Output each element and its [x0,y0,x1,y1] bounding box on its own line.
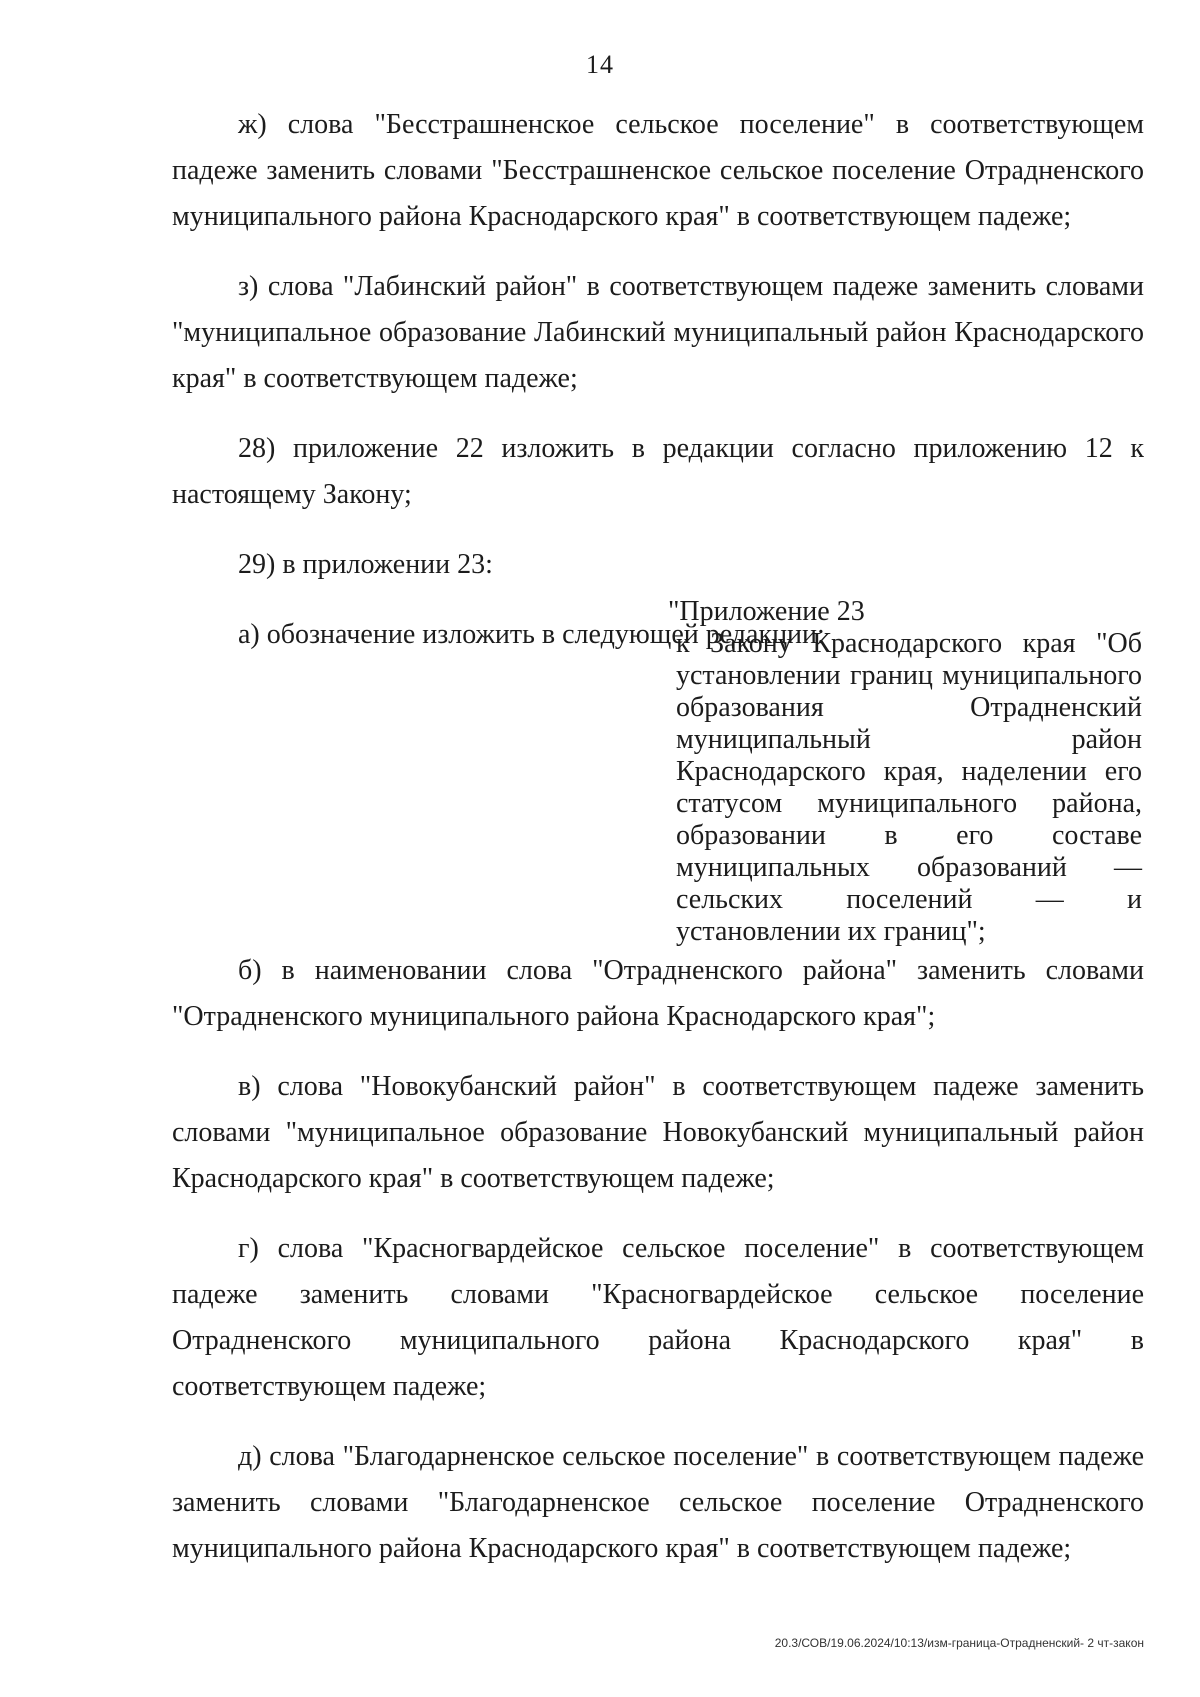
page-number: 14 [586,50,614,79]
appendix-body: к Закону Краснодарского края "Об установлении границ муниципального образования Отрадненский муниципальный район Краснодарского края, наделении его статусом муниципального района, образовании в его составе муниципальных образований — сельских поселений — и установлении их границ"; [676,628,1142,947]
footer-document-code: 20.3/СОВ/19.06.2024/10:13/изм-граница-Отрадненский- 2 чт-закон [774,1636,1144,1650]
paragraph-zh: ж) слова "Бесстрашненское сельское поселение" в соответствующем падеже заменить словами "Бесстрашненское сельское поселение Отрадненского муниципального района Краснодарского края" в соответствующем падеже; [172,109,1144,232]
paragraph-z: з) слова "Лабинский район" в соответствующем падеже заменить словами "муниципальное образование Лабинский муниципальный район Краснодарского края" в соответствующем падеже; [172,271,1144,394]
document-text-bottom [172,948,1144,1572]
paragraph-29: 29) в приложении 23: [238,549,493,580]
paragraph-b: б) в наименовании слова "Отрадненского района" заменить словами "Отрадненского муниципального района Краснодарского края"; [172,955,1144,1032]
paragraph-v: в) слова "Новокубанский район" в соответствующем падеже заменить словами "муниципальное образование Новокубанский муниципальный район Краснодарского края" в соответствующем падеже; [172,1071,1144,1194]
paragraph-a: а) обозначение изложить в следующей редакции: [238,619,825,650]
appendix-designation [668,596,1142,948]
paragraph-d: д) слова "Благодарненское сельское поселение" в соответствующем падеже заменить словами "Благодарненское сельское поселение Отрадненского муниципального района Краснодарского края" в соответствующем падеже; [172,1441,1144,1564]
document-text-top [172,102,1144,658]
paragraph-g: г) слова "Красногвардейское сельское поселение" в соответствующем падеже заменить словами "Красногвардейское сельское поселение Отрадненского муниципального района Краснодарского края" в соответствующем падеже; [172,1233,1144,1402]
appendix-title: "Приложение 23 [668,596,865,627]
paragraph-28: 28) приложение 22 изложить в редакции согласно приложению 12 к настоящему Закону; [172,433,1144,510]
